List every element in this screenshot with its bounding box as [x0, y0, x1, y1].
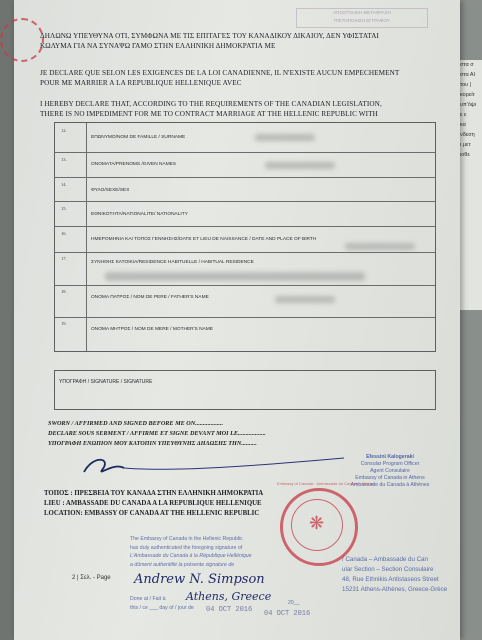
- year-field: 20__: [288, 600, 300, 606]
- adjacent-paper-line: ιοθε: [460, 152, 470, 158]
- sworn-line: DECLARE SOUS SERMENT / AFFIRME ET SIGNE DEVANT MOI LE..................: [48, 430, 266, 437]
- adjacent-paper-line: νδεση: [460, 132, 475, 138]
- row-number: 17.: [61, 256, 67, 261]
- document-page: [14, 0, 460, 640]
- row-label: ΣΥΝΗΘΗΣ ΚΑΤΟΙΚΙΑ/RESIDENCE HABITUELLE / HABITUAL RESIDENCE: [91, 260, 254, 265]
- place-english: LOCATION: EMBASSY OF CANADA AT THE HELLENIC REPUBLIC: [44, 510, 260, 517]
- greek-declaration-line: ΚΩΛΥΜΑ ΓΙΑ ΝΑ ΣΥΝΑΨΩ ΓΑΜΟ ΣΤΗΝ ΕΛΛΗΝΙΚΗ ΔΗΜΟΚΡΑΤΙΑ ΜΕ: [40, 42, 276, 50]
- auth-day-line: this / ce ___ day of / jour de: [130, 605, 194, 611]
- page-number: 2 | Σελ. - Page: [72, 575, 111, 581]
- table-row-residence: [55, 252, 435, 286]
- row-label: ΗΜΕΡΟΜΗΝΙΑ ΚΑΙ ΤΟΠΟΣ ΓΕΝΝΗΣΗΣ/DATE ET LIEU DE NAISSANCE / DATE AND PLACE OF BIRTH: [91, 237, 317, 242]
- personal-details-table: [54, 122, 436, 352]
- corner-red-stamp: [0, 18, 44, 62]
- row-number: 18.: [61, 289, 67, 294]
- background-edge: [0, 0, 14, 640]
- adjacent-paper: [458, 60, 482, 310]
- row-label: ΟΝΟΜΑ ΠΑΤΡΟΣ / NOM DE PERE / FATHER'S NAME: [91, 295, 209, 300]
- section-line: 48, Rue Ethnikis Antistaseos Street: [342, 576, 439, 583]
- section-line: ular Section – Section Consulaire: [342, 566, 434, 573]
- adjacent-paper-line: υπ'όψι: [460, 102, 477, 108]
- english-declaration-line: THERE IS NO IMPEDIMENT FOR ME TO CONTRACT MARRIAGE AT THE HELLENIC REPUBLIC WITH: [40, 110, 378, 118]
- officer-title: Ambassade du Canada à Athènes: [350, 482, 430, 488]
- row-number: 12.: [61, 128, 67, 133]
- redacted-value: [275, 296, 335, 303]
- row-number: 15.: [61, 206, 67, 211]
- maple-leaf-icon: ❋: [309, 513, 325, 533]
- signature-label: ΥΠΟΓΡΑΦΗ / SIGNATURE / SIGNATURE: [59, 379, 153, 385]
- redacted-value: [105, 272, 365, 281]
- adjacent-paper-line: κορείτ: [460, 92, 475, 98]
- auth-line: has duly authenticated the foregoing signature of: [130, 544, 243, 551]
- signature-box: [54, 370, 436, 410]
- top-translation-stamp: [296, 8, 428, 28]
- sworn-line: SWORN / AFFIRMED AND SIGNED BEFORE ME ON..................: [48, 420, 224, 427]
- table-row-sex: [55, 177, 435, 202]
- adjacent-paper-line: στα ΑΙ: [460, 72, 476, 78]
- place-greek: ΤΟΠΟΣ : ΠΡΕΣΒΕΙΑ ΤΟΥ ΚΑΝΑΔΑ ΣΤΗΝ ΕΛΛΗΝΙΚΗ ΔΗΜΟΚΡΑΤΙΑ: [44, 490, 264, 497]
- adjacent-paper-line: ι μετ: [460, 142, 471, 148]
- row-number: 14.: [61, 182, 67, 187]
- table-row-nationality: [55, 201, 435, 227]
- row-label: ΕΘΝΙΚΟΤΗΤΑ/NATIONALITE/ NATIONALITY: [91, 212, 188, 217]
- adjacent-paper-line: του |: [460, 82, 472, 88]
- auth-done-at: Done at / Fait à: [130, 596, 166, 602]
- handwritten-name: Andrew N. Simpson: [134, 572, 265, 587]
- consular-section-stamp: [342, 555, 447, 595]
- handwritten-place: Athens, Greece: [186, 590, 272, 603]
- greek-declaration-line: ΔΗΛΩΝΩ ΥΠΕΥΘΥΝΑ ΟΤΙ, ΣΥΜΦΩΝΑ ΜΕ ΤΙΣ ΕΠΙΤΑΓΕΣ ΤΟΥ ΚΑΝΑΔΙΚΟΥ ΔΙΚΑΙΟΥ, ΔΕΝ ΥΦΙΣΤΑΤΑΙ: [40, 32, 380, 40]
- adjacent-paper-line: ε ε: [460, 112, 467, 118]
- row-label: ΦΥΛΟ/SEXE/SEX: [91, 188, 130, 193]
- french-declaration-line: JE DECLARE QUE SELON LES EXIGENCES DE LA LOI CANADIENNE, IL N'EXISTE AUCUN EMPECHEMENT: [40, 69, 400, 77]
- row-label: ΟΝΟΜΑΤΑ/PRENOMS /GIVEN NAMES: [91, 162, 177, 167]
- table-row-surname: [55, 123, 435, 152]
- auth-line: a dûment authentifié la présente signature de: [130, 561, 235, 568]
- officer-name: Efessini Kalogeraki: [366, 454, 414, 460]
- auth-line: L'Ambassade du Canada à la République Hellénique: [130, 553, 252, 559]
- table-row-given-names: [55, 152, 435, 178]
- redacted-value: [345, 243, 415, 250]
- officer-title: Consular Program Officer: [360, 461, 420, 467]
- top-stamp-line: ΠΙΣΤΟΠΟΙΗΣΗ ΕΓΓΡΑΦΟΥ: [334, 18, 390, 23]
- sworn-line: ΥΠΟΓΡΑΦΗ ΕΝΩΠΙΟΝ ΜΟΥ ΚΑΤΟΠΙΝ ΥΠΕΥΘΥΝΗΣ ΔΗΛΩΣΗΣ ΤΗΝ..........: [48, 440, 257, 447]
- date-stamp: 04 OCT 2016: [206, 606, 253, 614]
- date-stamp: 04 OCT 2016: [264, 610, 311, 618]
- row-number: 13.: [61, 157, 67, 162]
- adjacent-paper-line: κα: [460, 122, 466, 128]
- section-line: 15231 Athens-Athènes, Greece-Grèce: [342, 586, 448, 593]
- top-stamp-line: ΑΠΟΣΤΟΛΙΚΗ ΜΕΤΑΦΡΑΣΗ: [333, 10, 391, 15]
- auth-line: The Embassy of Canada in the Hellenic Republic: [130, 536, 243, 542]
- adjacent-paper-line: στα σ: [460, 62, 474, 68]
- officer-title: Agent Consulaire: [370, 468, 410, 474]
- place-french: LIEU : AMBASSADE DU CANADA A LA REPUBLIQUE HELLENIQUE: [44, 500, 262, 507]
- table-row-birth: [55, 226, 435, 253]
- row-number: 19.: [61, 321, 67, 326]
- redacted-value: [255, 134, 315, 141]
- section-line: / Canada – Ambassade du Can: [342, 556, 428, 563]
- table-row-father: [55, 285, 435, 318]
- table-row-mother: [55, 317, 435, 352]
- french-declaration-line: POUR ME MARRIER A LA REPUBLIQUE HELLENIQUE AVEC: [40, 79, 242, 87]
- seal-text: Embassy of Canada · Ambassade du Canada · Athens: [277, 481, 374, 486]
- row-label: ΕΠΩΝΥΜΟ/NOM DE FAMILLE / SURNAME: [91, 135, 186, 140]
- auth-stamp: [130, 535, 252, 569]
- english-declaration-line: I HEREBY DECLARE THAT, ACCORDING TO THE REQUIREMENTS OF THE CANADIAN LEGISLATION,: [40, 100, 382, 108]
- officer-title: Embassy of Canada in Athens: [355, 475, 425, 481]
- row-number: 16.: [61, 231, 67, 236]
- row-label: ΟΝΟΜΑ ΜΗΤΡΟΣ / NOM DE MERE / MOTHER'S NAME: [91, 327, 213, 332]
- redacted-value: [265, 162, 335, 169]
